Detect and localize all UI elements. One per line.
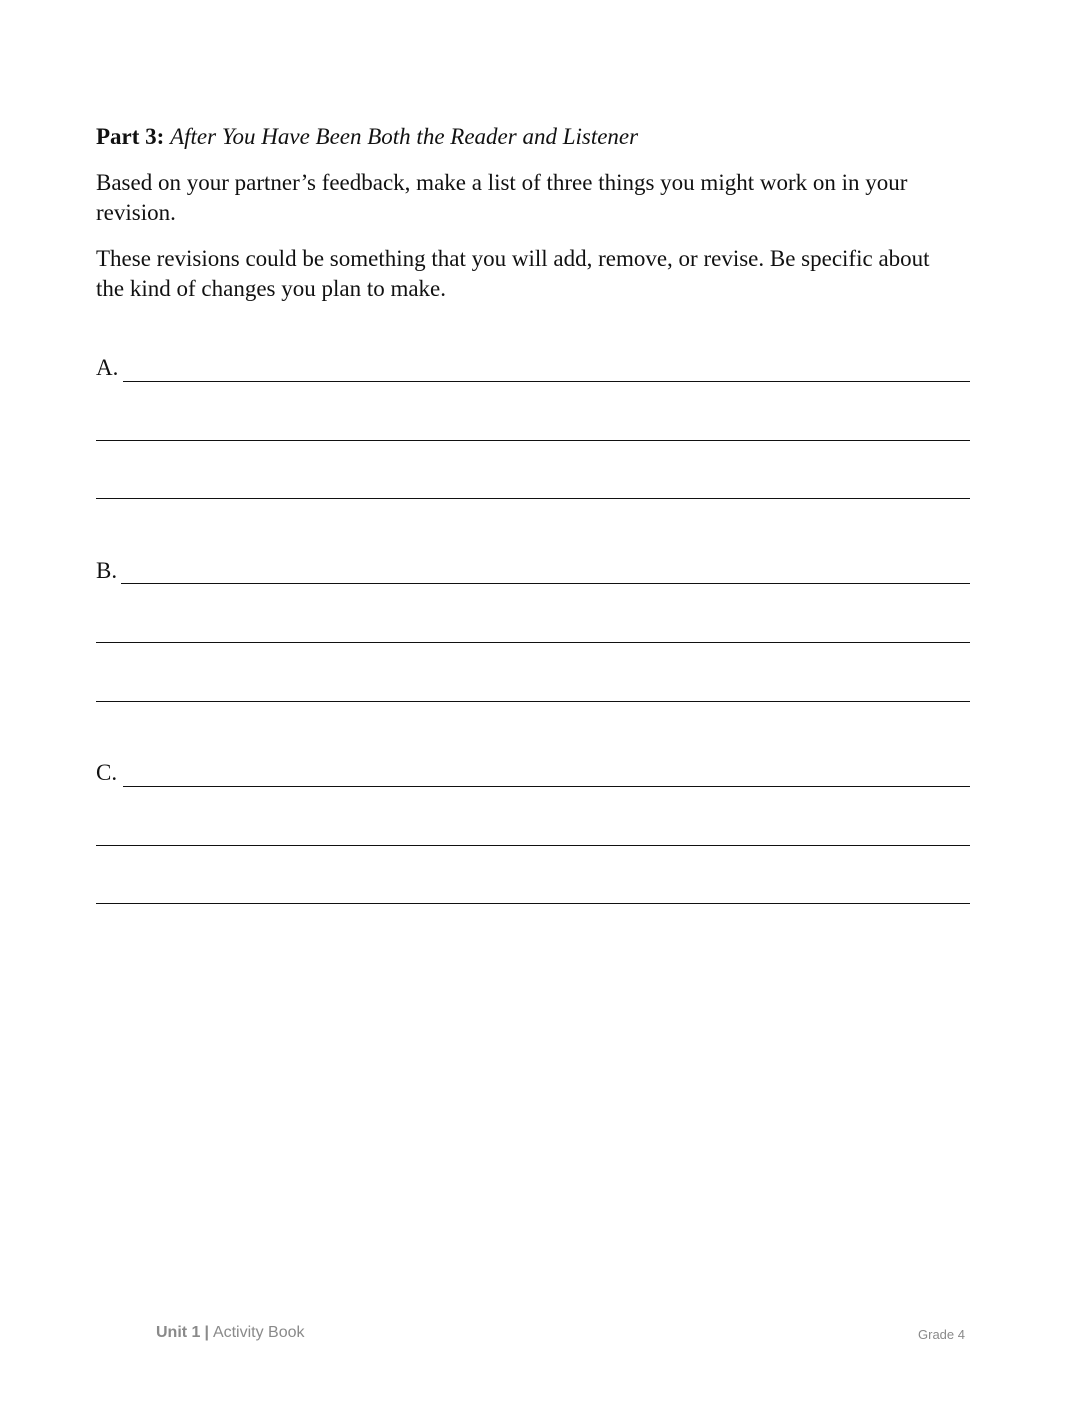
footer-unit: Unit 1 (156, 1324, 201, 1341)
part-label: Part 3: (96, 124, 165, 149)
item-b-letter: B. (96, 558, 118, 583)
item-c-answer-line-2[interactable] (96, 845, 970, 846)
item-b-answer-line-3[interactable] (96, 701, 970, 702)
footer-book: Activity Book (212, 1324, 305, 1341)
item-a-answer-line-3[interactable] (96, 498, 970, 499)
item-c-letter: C. (96, 760, 118, 785)
item-a-answer-line-2[interactable] (96, 440, 970, 441)
footer-separator: | (204, 1324, 209, 1341)
part-heading (96, 122, 638, 152)
instruction-paragraph-2: These revisions could be something that you will add, remove, or revise. Be specific about the kind of changes you plan to make. (96, 246, 930, 301)
instruction-paragraph-1: Based on your partner’s feedback, make a list of three things you might work on in your revision. (96, 170, 908, 225)
footer-unit-title (156, 1324, 305, 1342)
item-b-answer-line-2[interactable] (96, 642, 970, 643)
footer-grade: Grade 4 (918, 1327, 965, 1342)
item-c-answer-line-1[interactable] (123, 786, 970, 787)
item-a-answer-line-1[interactable] (123, 381, 970, 382)
part-subtitle: After You Have Been Both the Reader and Listener (170, 124, 639, 149)
item-b-answer-line-1[interactable] (121, 583, 970, 584)
item-a-letter: A. (96, 355, 119, 380)
item-c-answer-line-3[interactable] (96, 903, 970, 904)
